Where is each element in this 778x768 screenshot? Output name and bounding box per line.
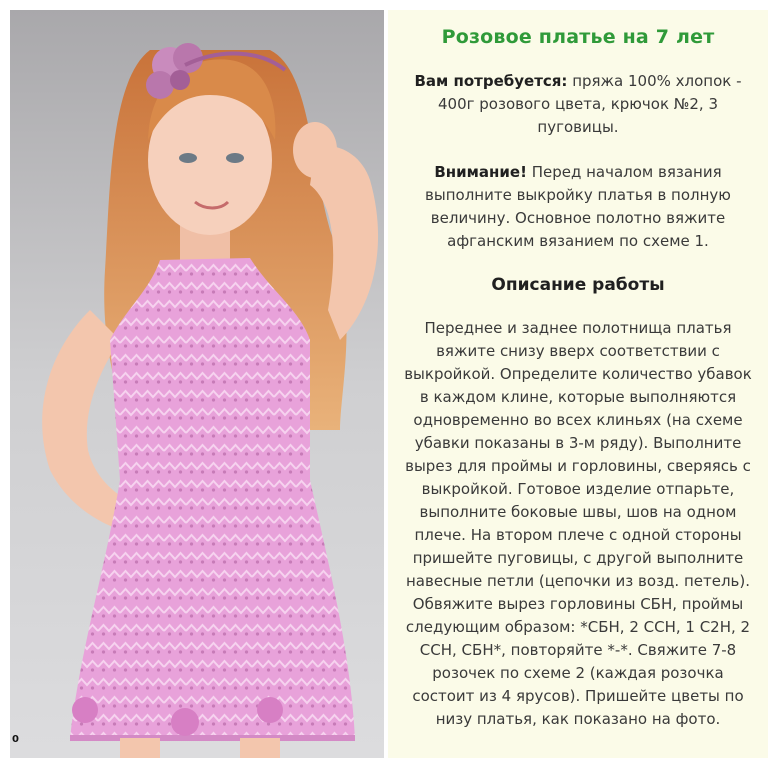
materials-label: Вам потребуется: [414, 72, 568, 90]
materials-paragraph [402, 70, 754, 139]
work-description: Переднее и заднее полотнища платья вяжите снизу вверх соответствии с выкройкой. Определите количество убавок в каждом клине, которые выполняются одновременно во всех клиньях (на схеме убавки показаны в 3-м ряду). Выполните вырез для проймы и горловины, сверяясь с выкройкой. Готовое изделие отпарьте, выполните боковые швы, шов на одном плече. На втором плече с одной стороны пришейте пуговицы, с другой выполните навесные петли (цепочки из возд. петель). Обвяжите вырез горловины СБН, проймы следующим образом: *СБН, 2 ССН, 1 С2Н, 2 ССН, СБН*, повторяйте *-*. Свяжите 7-8 розочек по схеме 2 (каждая розочка состоит из 4 ярусов). Пришейте цветы по низу платья, как показано на фото. [404, 319, 752, 728]
attention-text: Перед началом вязания выполните выкройку платья в полную величину. Основное полотно вяжите афганским вязанием по схеме 1. [425, 163, 731, 250]
attention-label: Внимание! [434, 163, 527, 181]
document-title: Розовое платье на 7 лет [441, 26, 715, 48]
instructions-panel [388, 10, 768, 758]
attention-paragraph [402, 161, 754, 253]
materials-text: пряжа 100% хлопок - 400г розового цвета, крючок №2, 3 пуговицы. [437, 72, 742, 136]
section-title: Описание работы [491, 275, 665, 295]
page-number: 0 [12, 734, 19, 745]
photo-girl-pink-dress [10, 10, 384, 758]
